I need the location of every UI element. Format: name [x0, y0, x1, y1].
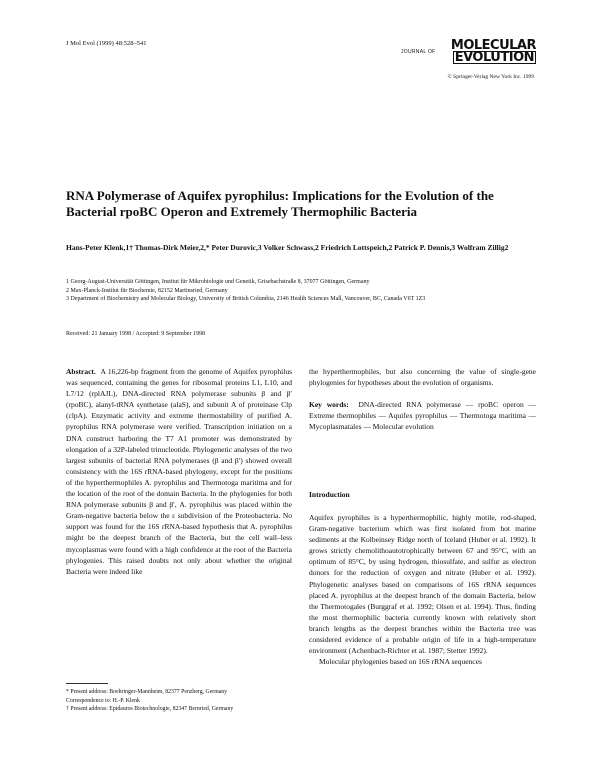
logo-evolution: EVOLUTION [454, 50, 534, 65]
keywords-label: Key words: [309, 400, 349, 410]
footnote-divider [66, 683, 108, 684]
journal-logo [401, 40, 536, 66]
abstract-text: A 16,226-bp fragment from the genome of Aquifex pyrophilus was sequenced, containing the genes for ribosomal proteins L1, L10, and L7/12 (rplAJL), DNA-directed RNA polymerase subunits β and β′ (rpoBC), alanyl-tRNA synthetase (alaS), and subunit A of proteinase Clp (clpA). Enzymatic activity and extreme thermostability of purified A. pyrophilus RNA polymerase were verified. Transcription initiation on a DNA construct harboring the T7 A1 promoter was demonstrated by elongation of a 32P-labeled trinucleotide. Phylogenetic analyses of the two largest subunits of bacterial RNA polymerases (β and β′) showed overall consistency with the 16S rRNA-based phylogeny, except for the positions of the hyperthermophiles A. pyrophilus and Thermotoga maritima and for the location of the root of the domain Bacteria. In the phylogenies for both RNA polymerase subunits β and β′, A. pyrophilus was placed within the Gram-negative bacteria below the ε subdivision of the Proteobacteria. No support was found for the 16S rRNA-based hypothesis that A. pyrophilus might be the deepest branch of the Bacteria, but the cell wall–less mycoplasmas were found with a high confidence at the root of the Bacteria phylogenies. This raised doubts not only about whether the original Bacteria were indeed like [66, 367, 292, 576]
footnote-correspondence: Correspondence to: H.-P. Klenk [66, 697, 140, 704]
received-accepted-dates: Received: 21 January 1998 / Accepted: 9 September 1998 [66, 331, 205, 337]
author-list: Hans-Peter Klenk,1† Thomas-Dirk Meier,2,* Peter Durovic,3 Volker Schwass,2 Friedrich Lottspeich,2 Patrick P. Dennis,3 Wolfram Zillig2 [66, 243, 509, 252]
affiliation-3: 3 Department of Biochemistry and Molecular Biology, University of British Columbia, 2146 Health Sciences Mall, Vancouver, BC, Canada V6T 1Z3 [66, 296, 426, 303]
abstract-label: Abstract. [66, 367, 96, 376]
keywords-paragraph [309, 399, 536, 432]
abstract-continuation: the hyperthermophiles, but also concerning the value of single-gene phylogenies for hypotheses about the evolution of organisms. [309, 367, 536, 388]
logo-journal-of: JOURNAL OF [401, 49, 436, 55]
article-title: RNA Polymerase of Aquifex pyrophilus: Implications for the Evolution of the Bacterial rpoBC Operon and Extremely Thermophilic Bacteria [66, 188, 494, 219]
abstract-column [66, 366, 292, 577]
logo-molecular: MOLECULAR [450, 38, 536, 53]
keywords-text: DNA-directed RNA polymerase — rpoBC operon — Extreme thermophiles — Aquifex pyrophilus — Thermotoga maritima — Mycoplasmatales — Molecular evolution [309, 400, 537, 432]
footnotes [66, 688, 292, 714]
copyright-notice: © Springer-Verlag New York Inc. 1999 [447, 74, 534, 80]
footnote-present-address-1: * Present address: Boehringer-Mannheim, 82377 Penzberg, Germany [66, 689, 228, 695]
affiliation-1: 1 Georg-August-Universität Göttingen, Institut für Mikrobiologie und Genetik, Grisebachstraße 8, 37077 Göttingen, Germany [66, 279, 370, 285]
right-column-top [309, 366, 536, 432]
journal-reference: J Mol Evol (1999) 48:528–541 [66, 40, 147, 47]
introduction-heading: Introduction [309, 490, 350, 499]
abstract-paragraph [66, 366, 292, 577]
introduction-paragraph-2: Molecular phylogenies based on 16S rRNA sequences [319, 657, 482, 667]
affiliations [66, 278, 536, 304]
introduction-paragraph-1: Aquifex pyrophilus is a hyperthermophilic, highly motile, rod-shaped, Gram-negative bacterium which was first isolated from hot marine sediments at the Kolbeinsey Ridge north of Iceland (Huber et al. 1992). It grows strictly chemolithoautotrophically between 67 and 95°C, with an optimum of 85°C, by using hydrogen, thiosulfate, and sulfur as electron donors for the reduction of oxygen and nitrate (Huber et al. 1992). Phylogenetic analyses based on comparisons of 16S rRNA sequences placed A. pyrophilus at the deepest branch of the domain Bacteria, below the Thermotogales (Burggraf et al. 1992; Olsen et al. 1994). Thus, finding the most thermophilic bacteria currently known with relatively short branch lengths as the deepest branches within the Bacteria tree was considered evidence of a probable origin of life in a high-temperature environment (Achenbach-Richter et al. 1987; Stetter 1992). [309, 513, 536, 656]
footnote-present-address-2: † Present address: Epidauros Biotechnologie, 82347 Bernried, Germany [66, 706, 234, 713]
introduction-body [309, 512, 536, 667]
affiliation-2: 2 Max-Planck-Institut für Biochemie, 82152 Martinsried, Germany [66, 287, 228, 294]
